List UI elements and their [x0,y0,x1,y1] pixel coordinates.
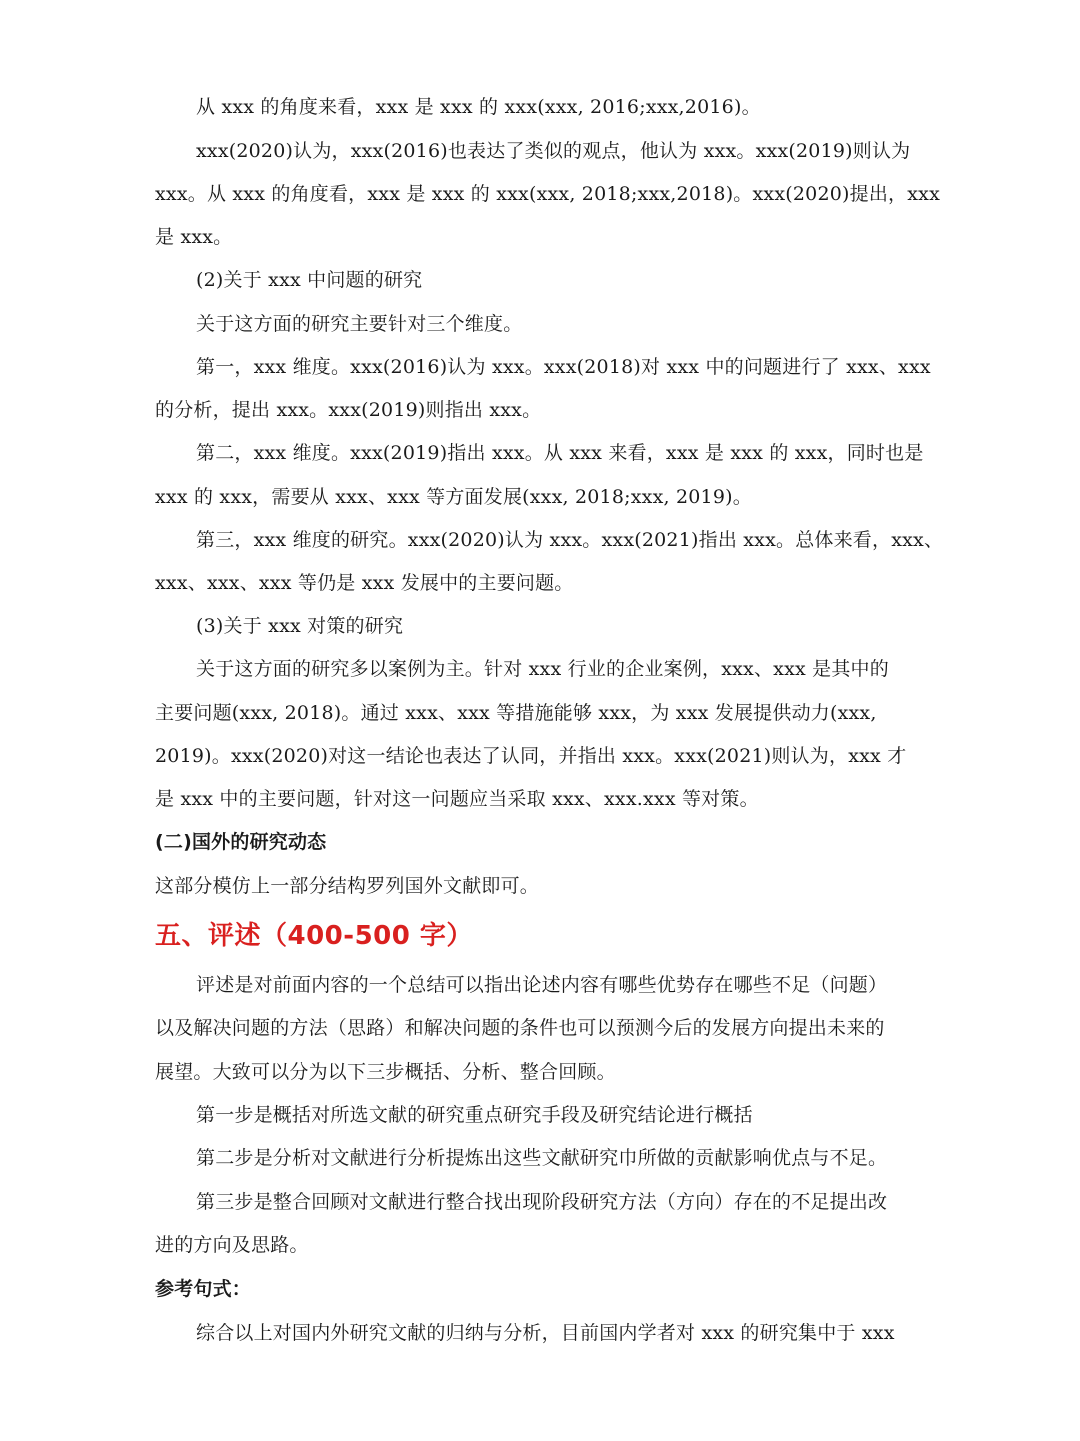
paragraph-line: 关于这方面的研究多以案例为主。针对 xxx 行业的企业案例，xxx、xxx 是其中的 [196,658,889,680]
paragraph-line: 主要问题(xxx, 2018)。通过 xxx、xxx 等措施能够 xxx，为 xxx 发展提供动力(xxx, [155,702,877,724]
subsection-heading: (2)关于 xxx 中问题的研究 [196,269,423,291]
review-line: 评述是对前面内容的一个总结可以指出论述内容有哪些优势存在哪些不足（问题） [196,974,888,996]
paragraph-line: 是 xxx。 [155,226,233,248]
section-heading-foreign: (二)国外的研究动态 [155,831,327,853]
paragraph-line: 第三，xxx 维度的研究。xxx(2020)认为 xxx。xxx(2021)指出 xxx。总体来看，xxx、 [196,529,944,551]
section-title-review: 五、评述（400-500 字） [155,921,473,951]
paragraph-line: 第一，xxx 维度。xxx(2016)认为 xxx。xxx(2018)对 xxx 中的问题进行了 xxx、xxx [196,356,931,378]
paragraph-line: xxx(2020)认为，xxx(2016)也表达了类似的观点，他认为 xxx。xxx(2019)则认为 [196,140,911,162]
paragraph-line: 从 xxx 的角度来看，xxx 是 xxx 的 xxx(xxx, 2016;xxx,2016)。 [196,96,761,118]
review-line: 展望。大致可以分为以下三步概括、分析、整合回顾。 [155,1061,616,1083]
review-line: 以及解决问题的方法（思路）和解决问题的条件也可以预测今后的发展方向提出未来的 [155,1017,885,1039]
paragraph-line: 综合以上对国内外研究文献的归纳与分析，目前国内学者对 xxx 的研究集中于 xxx [196,1322,895,1344]
paragraph-line: 是 xxx 中的主要问题，针对这一问题应当采取 xxx、xxx.xxx 等对策。 [155,788,759,810]
subsection-heading: (3)关于 xxx 对策的研究 [196,615,404,637]
review-line: 第三步是整合回顾对文献进行整合找出现阶段研究方法（方向）存在的不足提出改 [196,1191,888,1213]
review-line: 第一步是概括对所选文献的研究重点研究手段及研究结论进行概括 [196,1104,753,1126]
paragraph-line: xxx。从 xxx 的角度看，xxx 是 xxx 的 xxx(xxx, 2018;xxx,2018)。xxx(2020)提出，xxx [155,183,940,205]
paragraph-line: 第二，xxx 维度。xxx(2019)指出 xxx。从 xxx 来看，xxx 是 xxx 的 xxx，同时也是 [196,442,924,464]
paragraph-line: 2019)。xxx(2020)对这一结论也表达了认同，并指出 xxx。xxx(2021)则认为，xxx 才 [155,745,907,767]
paragraph-line: xxx、xxx、xxx 等仍是 xxx 发展中的主要问题。 [155,572,574,594]
review-line: 第二步是分析对文献进行分析提炼出这些文献研究巾所做的贡献影响优点与不足。 [196,1147,888,1169]
paragraph-line: 的分析，提出 xxx。xxx(2019)则指出 xxx。 [155,399,542,421]
review-line: 进的方向及思路。 [155,1234,309,1256]
paragraph-line: xxx 的 xxx，需要从 xxx、xxx 等方面发展(xxx, 2018;xxx, 2019)。 [155,486,752,508]
note-line: 这部分模仿上一部分结构罗列国外文献即可。 [155,875,540,897]
reference-label: 参考句式： [155,1278,252,1300]
paragraph-line: 关于这方面的研究主要针对三个维度。 [196,313,523,335]
